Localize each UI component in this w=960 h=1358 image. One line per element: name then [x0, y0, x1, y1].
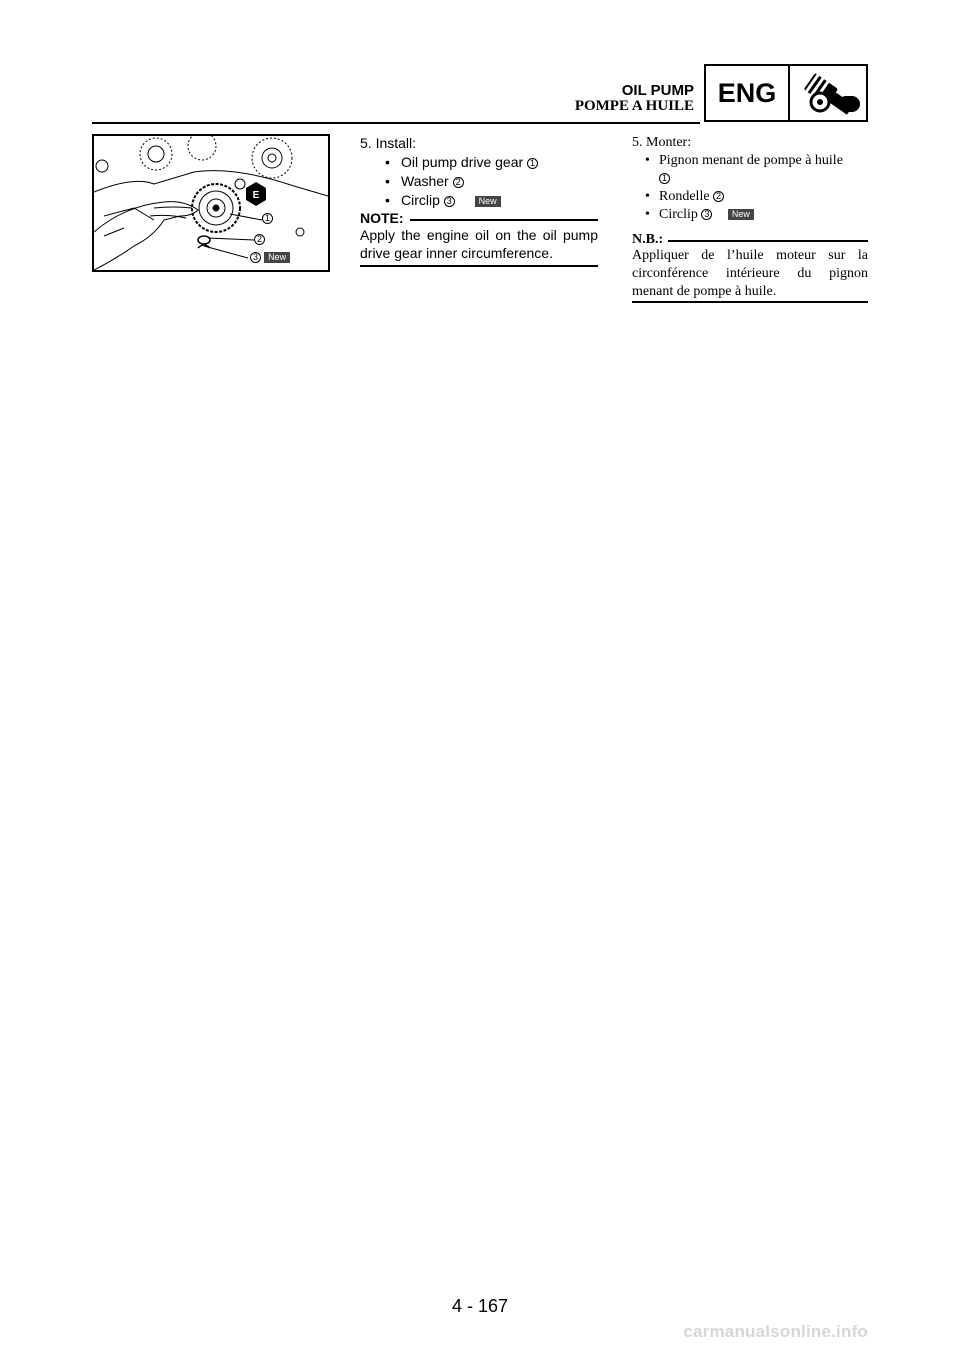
install-item: • Circlip 3 New [385, 191, 501, 210]
ref-number: 2 [453, 177, 464, 188]
install-step-heading: 5. Install: [360, 135, 417, 151]
ref-number: 1 [659, 173, 670, 184]
ref-number: 1 [527, 158, 538, 169]
engine-gear-drawing [94, 136, 328, 270]
monter-item: • Rondelle 2 [645, 188, 724, 206]
bullet-icon: • [385, 173, 390, 189]
nb-end-rule [632, 301, 868, 303]
nb-title: N.B.: [632, 232, 664, 247]
new-part-badge: New [728, 209, 754, 220]
monter-item: • Pignon menant de pompe à huile 1 [645, 153, 843, 184]
note-rule [410, 219, 598, 221]
install-item: • Oil pump drive gear 1 [385, 153, 538, 172]
callout-1: 1 [262, 213, 273, 224]
note-text: Apply the engine oil on the oil pump drive gear inner circumference. [360, 227, 598, 261]
oil-pump-gear-illustration [92, 134, 330, 272]
section-icon-box [790, 64, 868, 122]
lubricant-e-marker: E [252, 190, 260, 201]
bullet-icon: • [645, 207, 650, 222]
new-part-badge: New [264, 252, 290, 263]
header-rule [92, 122, 700, 124]
ref-number: 3 [701, 209, 712, 220]
nb-text: Appliquer de l’huile moteur sur la circonférence intérieure du pignon menant de pompe à huile. [632, 248, 868, 299]
bullet-icon: • [645, 153, 650, 168]
section-badge: ENG [704, 64, 790, 122]
engine-piston-icon [790, 66, 866, 120]
callout-2: 2 [254, 234, 265, 245]
note-end-rule [360, 265, 598, 267]
monter-item: • Circlip 3 New [645, 206, 754, 224]
bullet-icon: • [385, 192, 390, 208]
install-item: • Washer 2 [385, 172, 464, 191]
bullet-icon: • [645, 189, 650, 204]
bullet-icon: • [385, 154, 390, 170]
page-number: 4 - 167 [451, 1296, 509, 1316]
ref-number: 3 [444, 196, 455, 207]
header-title-english: OIL PUMP [621, 82, 694, 99]
watermark: carmanualsonline.info [683, 1322, 868, 1341]
nb-rule [668, 240, 868, 242]
ref-number: 2 [713, 191, 724, 202]
callout-3: 3 [250, 252, 261, 263]
new-part-badge: New [475, 196, 501, 207]
monter-step-heading: 5. Monter: [632, 135, 692, 150]
header-title-french: POMPE A HUILE [574, 98, 694, 114]
note-title: NOTE: [360, 210, 404, 226]
